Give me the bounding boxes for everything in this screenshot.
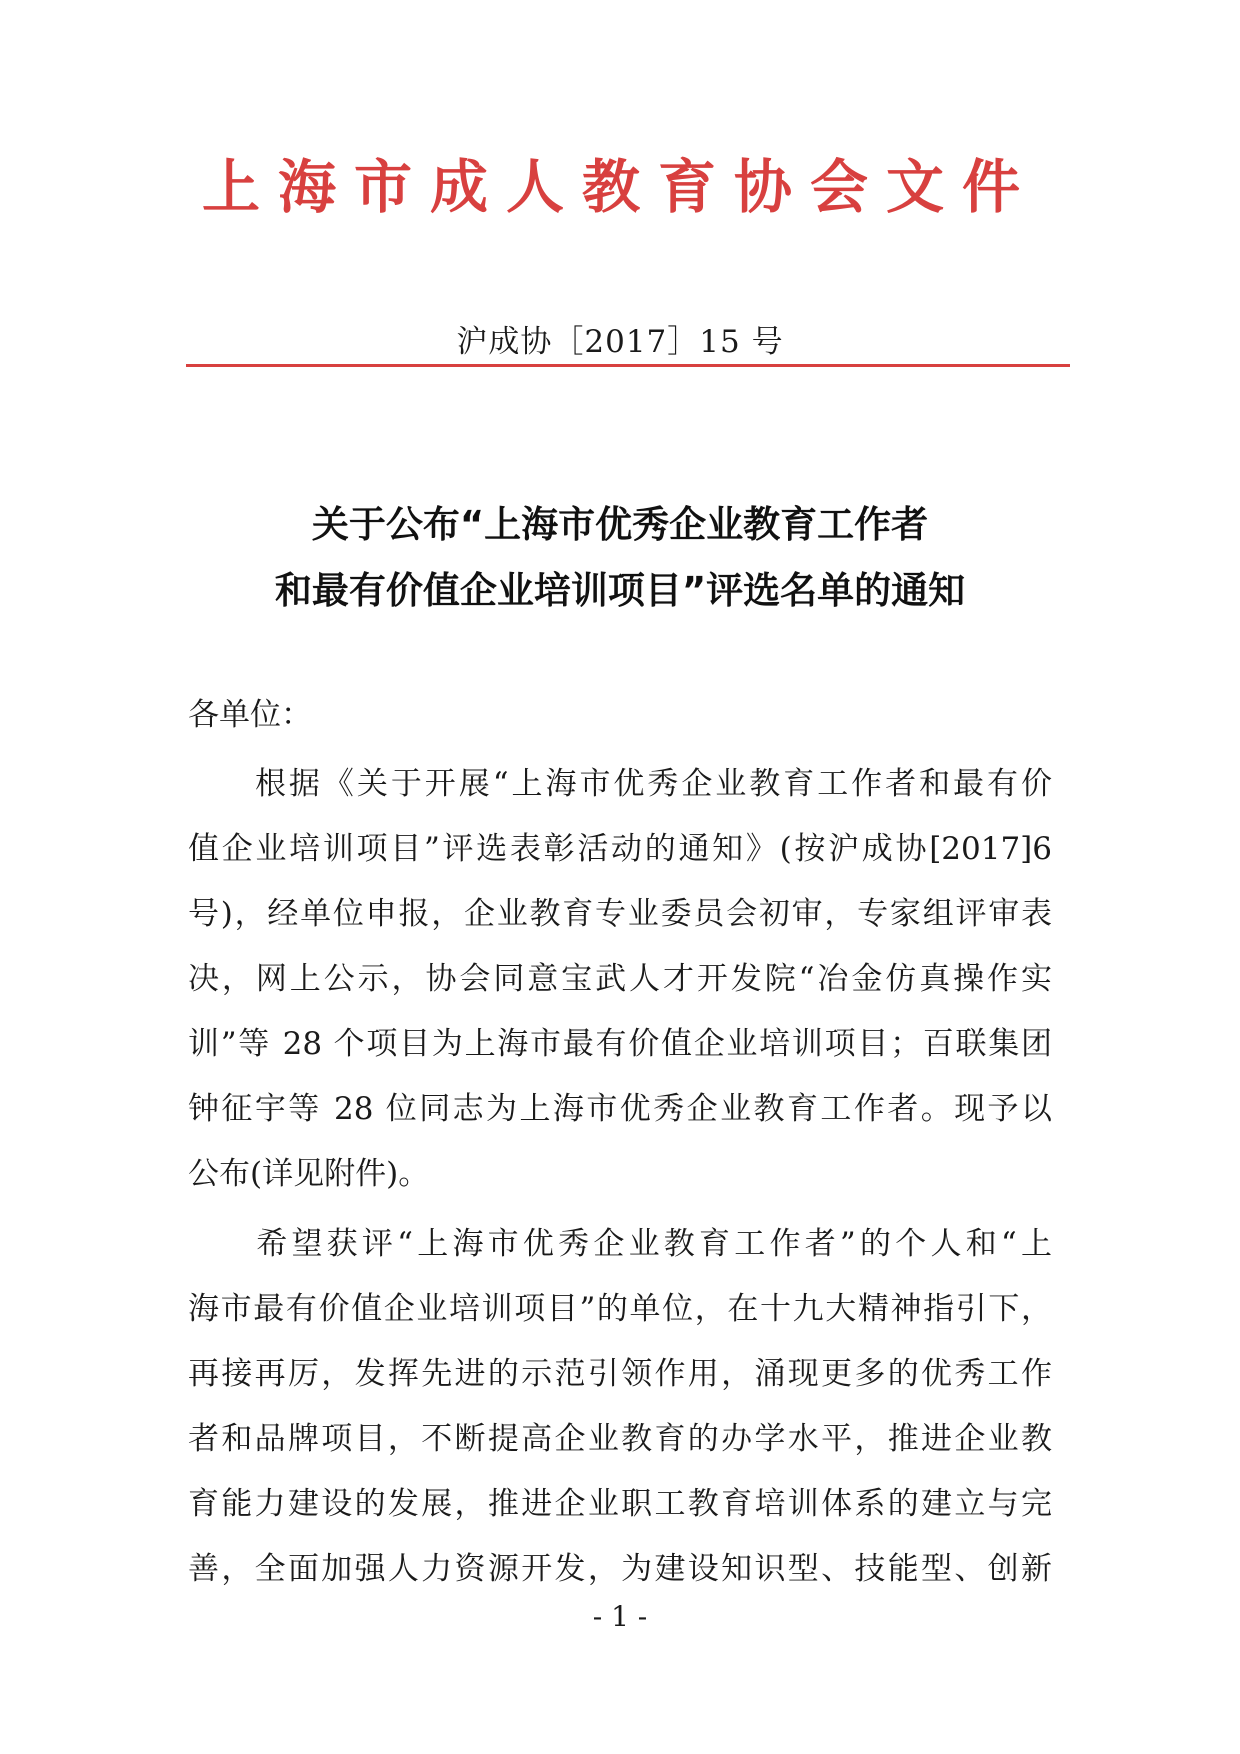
paragraph-2-line: 希望获评“上海市优秀企业教育工作者”的个人和“上 bbox=[252, 1226, 1052, 1262]
salutation: 各单位： bbox=[188, 697, 312, 733]
page-number: - 1 - bbox=[592, 1600, 648, 1633]
paragraph-2-line: 者和品牌项目，不断提高企业教育的办学水平，推进企业教 bbox=[188, 1421, 1052, 1457]
paragraph-1-line: 值企业培训项目”评选表彰活动的通知》(按沪成协[2017]6 bbox=[188, 831, 1052, 867]
paragraph-2-line: 育能力建设的发展，推进企业职工教育培训体系的建立与完 bbox=[188, 1486, 1052, 1522]
paragraph-1-line: 训”等 28 个项目为上海市最有价值企业培训项目；百联集团 bbox=[188, 1026, 1052, 1062]
paragraph-1-line: 决，网上公示，协会同意宝武人才开发院“冶金仿真操作实 bbox=[188, 961, 1052, 997]
paragraph-2-line: 海市最有价值企业培训项目”的单位，在十九大精神指引下， bbox=[188, 1291, 1052, 1327]
notice-title-line-2: 和最有价值企业培训项目”评选名单的通知 bbox=[274, 569, 966, 612]
paragraph-2-line: 再接再厉，发挥先进的示范引领作用，涌现更多的优秀工作 bbox=[188, 1356, 1052, 1392]
paragraph-1-line: 号)，经单位申报，企业教育专业委员会初审，专家组评审表 bbox=[188, 896, 1052, 932]
red-divider-line bbox=[186, 364, 1070, 367]
paragraph-2-line: 善，全面加强人力资源开发，为建设知识型、技能型、创新 bbox=[188, 1551, 1052, 1587]
notice-title-line-1: 关于公布“上海市优秀企业教育工作者 bbox=[311, 503, 929, 546]
document-number: 沪成协［2017］15 号 bbox=[456, 324, 784, 360]
paragraph-1-line: 根据《关于开展“上海市优秀企业教育工作者和最有价 bbox=[252, 766, 1052, 802]
org-masthead: 上海市成人教育协会文件 bbox=[201, 153, 1038, 221]
paragraph-2 bbox=[188, 1212, 1052, 1602]
paragraph-1 bbox=[188, 752, 1052, 1207]
paragraph-1-line: 钟征宇等 28 位同志为上海市优秀企业教育工作者。现予以 bbox=[188, 1091, 1052, 1127]
paragraph-1-line: 公布(详见附件)。 bbox=[188, 1156, 430, 1192]
